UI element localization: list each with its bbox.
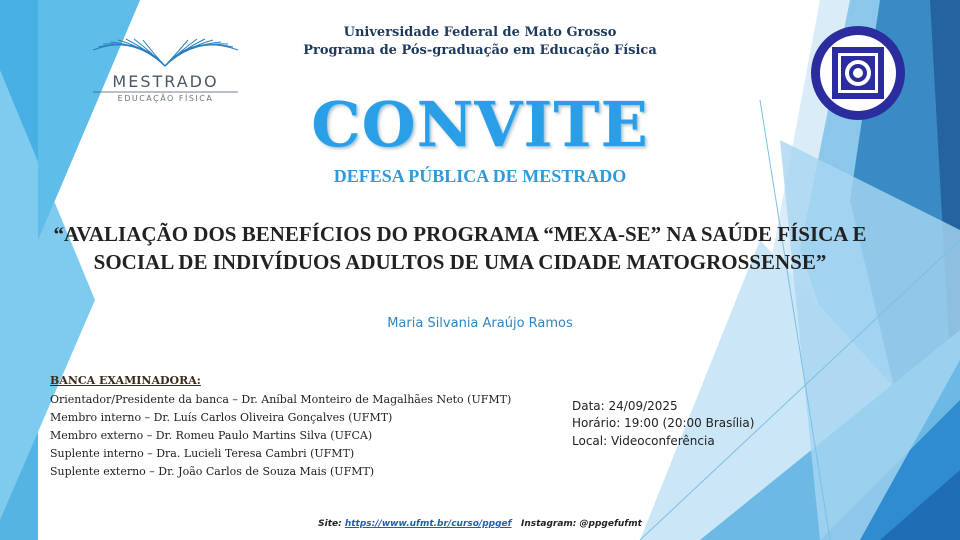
event-time: Horário: 19:00 (20:00 Brasília) xyxy=(572,416,755,430)
program-name: Programa de Pós-graduação em Educação Física xyxy=(303,43,657,58)
instagram-handle: Instagram: @ppgefufmt xyxy=(520,519,642,529)
committee-member: Membro interno – Dr. Luís Carlos Oliveira Gonçalves (UFMT) xyxy=(50,411,393,424)
invitation-heading: CONVITE xyxy=(311,88,649,161)
university-name: Universidade Federal de Mato Grosso xyxy=(343,25,617,40)
committee-member: Suplente interno – Dra. Lucieli Teresa Cambri (UFMT) xyxy=(50,447,355,460)
logo-word: MESTRADO xyxy=(112,72,219,91)
ufmt-emblem-icon xyxy=(810,25,906,121)
committee-heading: BANCA EXAMINADORA: xyxy=(50,374,201,387)
author-name: Maria Silvania Araújo Ramos xyxy=(387,316,573,331)
event-place: Local: Videoconferência xyxy=(572,434,715,448)
committee-member: Suplente externo – Dr. João Carlos de Souza Mais (UFMT) xyxy=(50,465,375,478)
thesis-title: “AVALIAÇÃO DOS BENEFÍCIOS DO PROGRAMA “MEXA-SE” NA SAÚDE FÍSICA E SOCIAL DE INDIVÍDUOS ADULTOS DE UMA CIDADE MATOGROSSENSE” xyxy=(53,222,867,274)
logo-subtitle: EDUCAÇÃO FÍSICA xyxy=(117,94,214,103)
defense-subheading: DEFESA PÚBLICA DE MESTRADO xyxy=(333,166,627,186)
event-date: Data: 24/09/2025 xyxy=(572,399,678,413)
committee-member: Membro externo – Dr. Romeu Paulo Martins Silva (UFCA) xyxy=(50,429,373,442)
footer xyxy=(200,519,760,529)
committee-member: Orientador/Presidente da banca – Dr. Aníbal Monteiro de Magalhães Neto (UFMT) xyxy=(50,393,512,406)
site-label: Site: xyxy=(318,519,342,529)
site-link[interactable]: https://www.ufmt.br/curso/ppgef xyxy=(344,519,512,529)
